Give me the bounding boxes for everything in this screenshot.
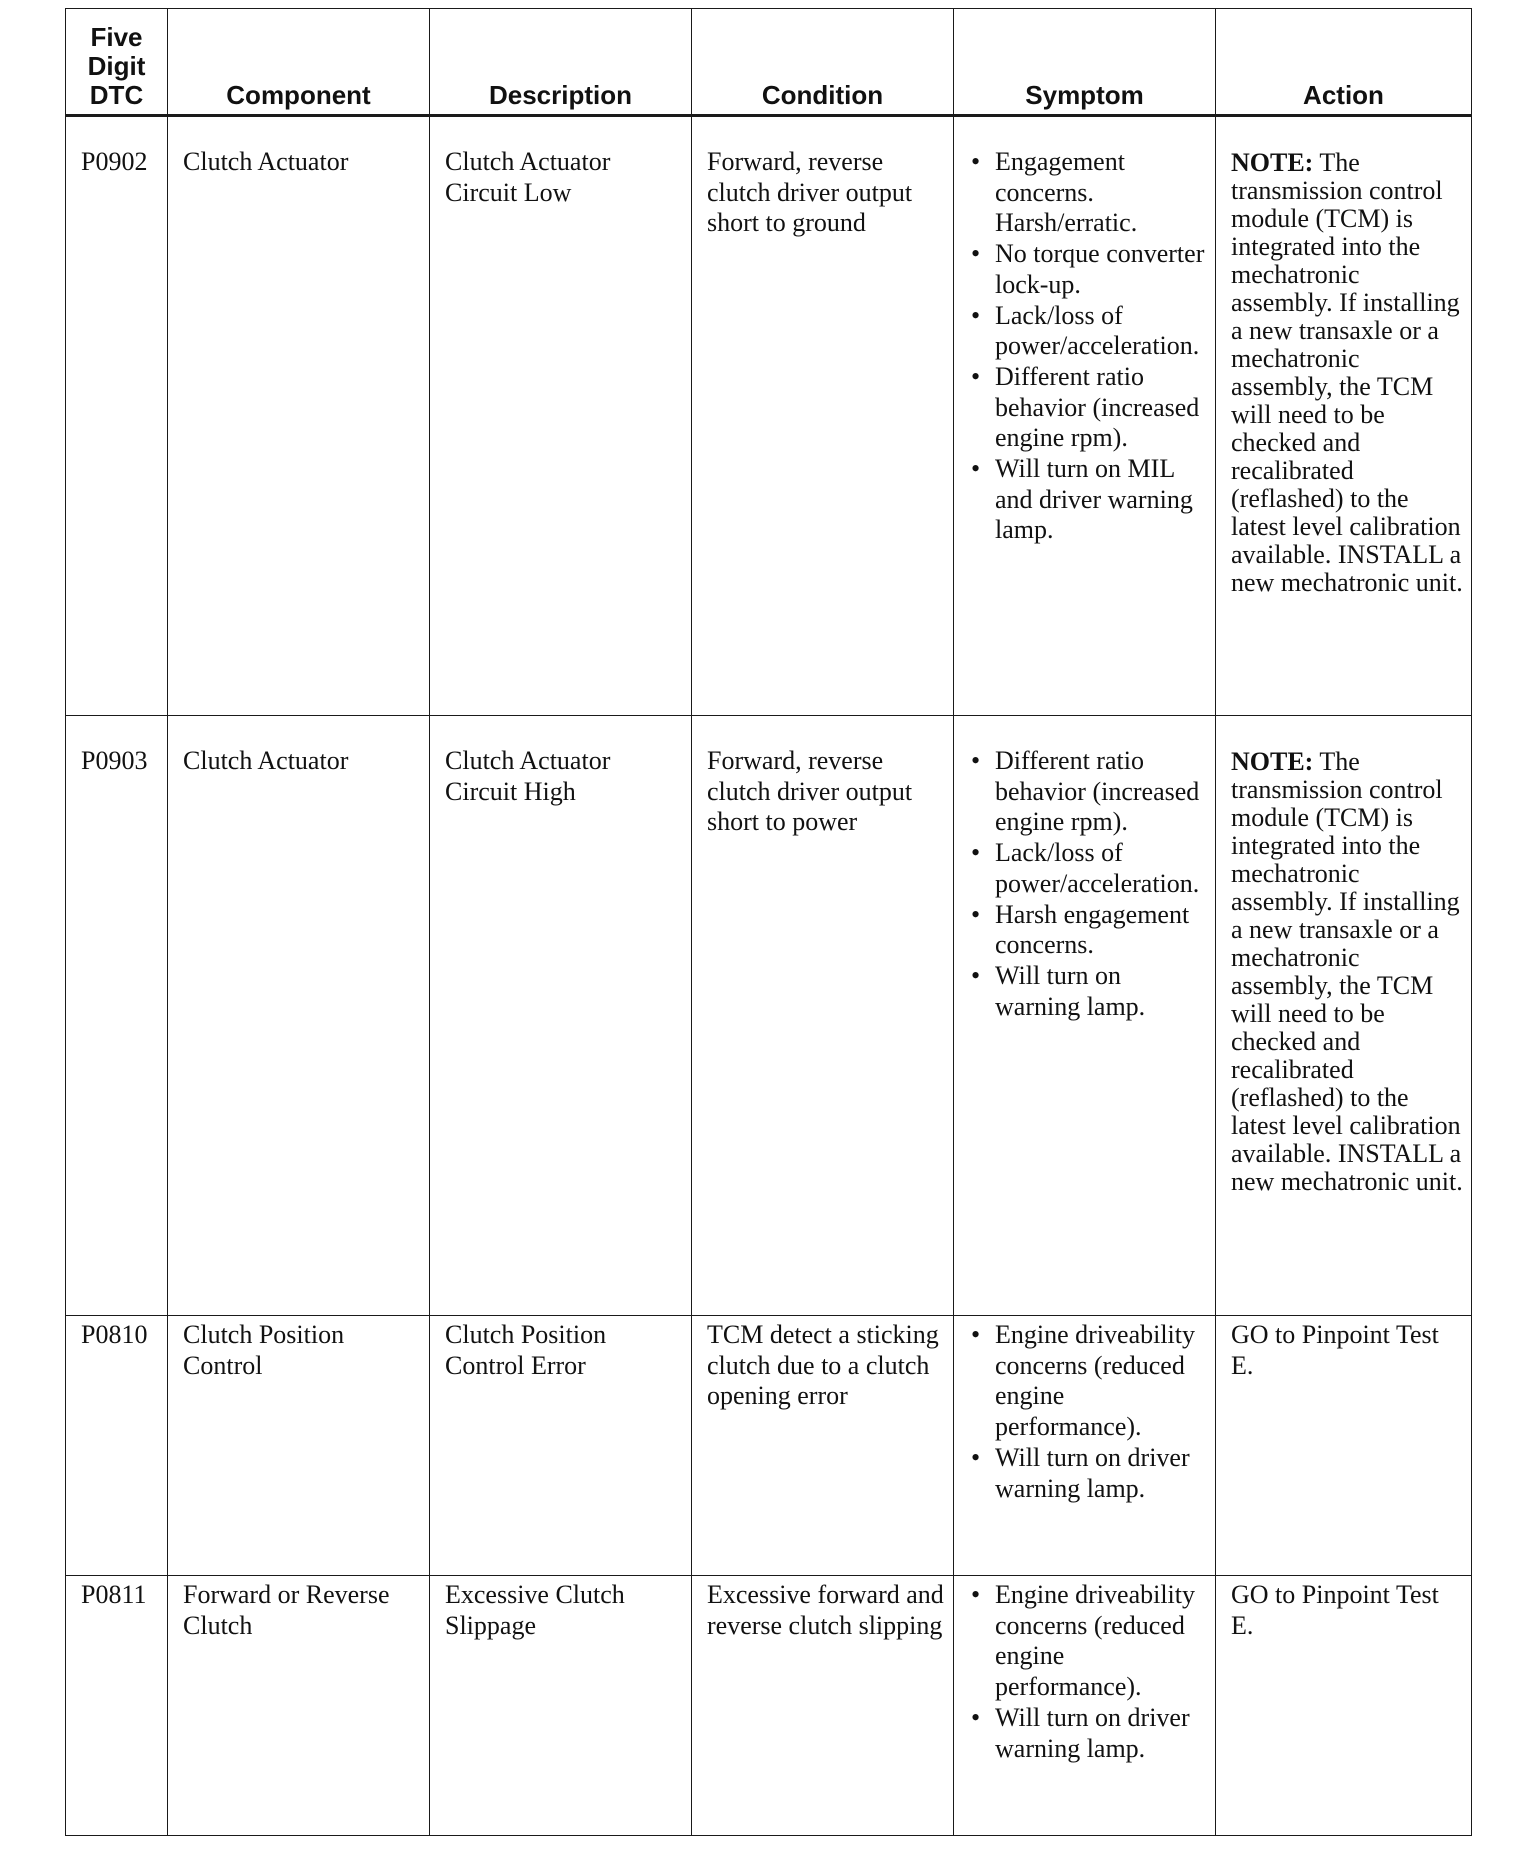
description-cell: Clutch Actuator Circuit Low: [430, 116, 692, 716]
symptom-item: • Will turn on driver warning lamp.: [995, 1703, 1207, 1764]
header-component: Component: [168, 9, 430, 116]
header-action: Action: [1216, 9, 1472, 116]
table-row: [66, 716, 1472, 1316]
table-row: [66, 1316, 1472, 1576]
note-label: NOTE:: [1231, 148, 1314, 177]
symptom-item: • Will turn on driver warning lamp.: [995, 1443, 1207, 1504]
symptom-cell: [954, 1576, 1216, 1836]
component-cell: Clutch Actuator: [168, 716, 430, 1316]
header-dtc-line-2: Digit: [87, 51, 146, 81]
table-header: [66, 9, 1472, 116]
header-description: Description: [430, 9, 692, 116]
symptom-item: • Harsh engagement concerns.: [995, 900, 1207, 961]
header-condition: Condition: [692, 9, 954, 116]
table-row: [66, 116, 1472, 716]
symptom-list: [969, 1320, 1207, 1504]
condition-cell: Forward, reverse clutch driver output short to ground: [692, 116, 954, 716]
dtc-code: P0811: [66, 1576, 168, 1836]
header-dtc-line-1: Five: [90, 22, 143, 52]
component-cell: Clutch Actuator: [168, 116, 430, 716]
symptom-item: • Will turn on MIL and driver warning lamp.: [995, 454, 1207, 546]
dtc-code: P0810: [66, 1316, 168, 1576]
dtc-code: P0902: [66, 116, 168, 716]
symptom-list: [969, 147, 1207, 546]
description-cell: Excessive Clutch Slippage: [430, 1576, 692, 1836]
header-row: [66, 9, 1472, 116]
symptom-item: • Engine driveability concerns (reduced engine performance).: [995, 1580, 1207, 1703]
table-row: [66, 1576, 1472, 1836]
table-body: [66, 116, 1472, 1836]
symptom-item: • Will turn on warning lamp.: [995, 961, 1207, 1022]
symptom-item: • Different ratio behavior (increased engine rpm).: [995, 362, 1207, 454]
symptom-item: • Lack/loss of power/acceleration.: [995, 301, 1207, 362]
action-text: The transmission control module (TCM) is integrated into the mechatronic assembly. If installing a new transaxle or a mechatronic assembly, the TCM will need to be checked and recalibrated (reflashed) to the latest level calibration available. INSTALL a new mechatronic unit.: [1231, 747, 1463, 1196]
condition-cell: Forward, reverse clutch driver output short to power: [692, 716, 954, 1316]
symptom-item: • No torque converter lock-up.: [995, 239, 1207, 300]
description-cell: Clutch Actuator Circuit High: [430, 716, 692, 1316]
action-cell: [1216, 1316, 1472, 1576]
header-dtc-line-3: DTC: [89, 80, 144, 110]
symptom-list: [969, 1580, 1207, 1764]
symptom-item: • Engagement concerns. Harsh/erratic.: [995, 147, 1207, 239]
header-dtc: [66, 9, 168, 116]
symptom-list: [969, 746, 1207, 1022]
condition-cell: TCM detect a sticking clutch due to a clutch opening error: [692, 1316, 954, 1576]
action-cell: [1216, 116, 1472, 716]
symptom-cell: [954, 116, 1216, 716]
condition-cell: Excessive forward and reverse clutch slipping: [692, 1576, 954, 1836]
component-cell: Clutch Position Control: [168, 1316, 430, 1576]
action-cell: [1216, 1576, 1472, 1836]
action-cell: [1216, 716, 1472, 1316]
note-label: NOTE:: [1231, 747, 1314, 776]
symptom-cell: [954, 1316, 1216, 1576]
dtc-table: [65, 8, 1472, 1836]
action-text: GO to Pinpoint Test E.: [1231, 1320, 1439, 1380]
symptom-item: • Engine driveability concerns (reduced engine performance).: [995, 1320, 1207, 1443]
symptom-cell: [954, 716, 1216, 1316]
dtc-code: P0903: [66, 716, 168, 1316]
symptom-item: • Lack/loss of power/acceleration.: [995, 838, 1207, 899]
header-symptom: Symptom: [954, 9, 1216, 116]
component-cell: Forward or Reverse Clutch: [168, 1576, 430, 1836]
description-cell: Clutch Position Control Error: [430, 1316, 692, 1576]
action-text: GO to Pinpoint Test E.: [1231, 1580, 1439, 1640]
symptom-item: • Different ratio behavior (increased engine rpm).: [995, 746, 1207, 838]
action-text: The transmission control module (TCM) is integrated into the mechatronic assembly. If installing a new transaxle or a mechatronic assembly, the TCM will need to be checked and recalibrated (reflashed) to the latest level calibration available. INSTALL a new mechatronic unit.: [1231, 148, 1463, 597]
